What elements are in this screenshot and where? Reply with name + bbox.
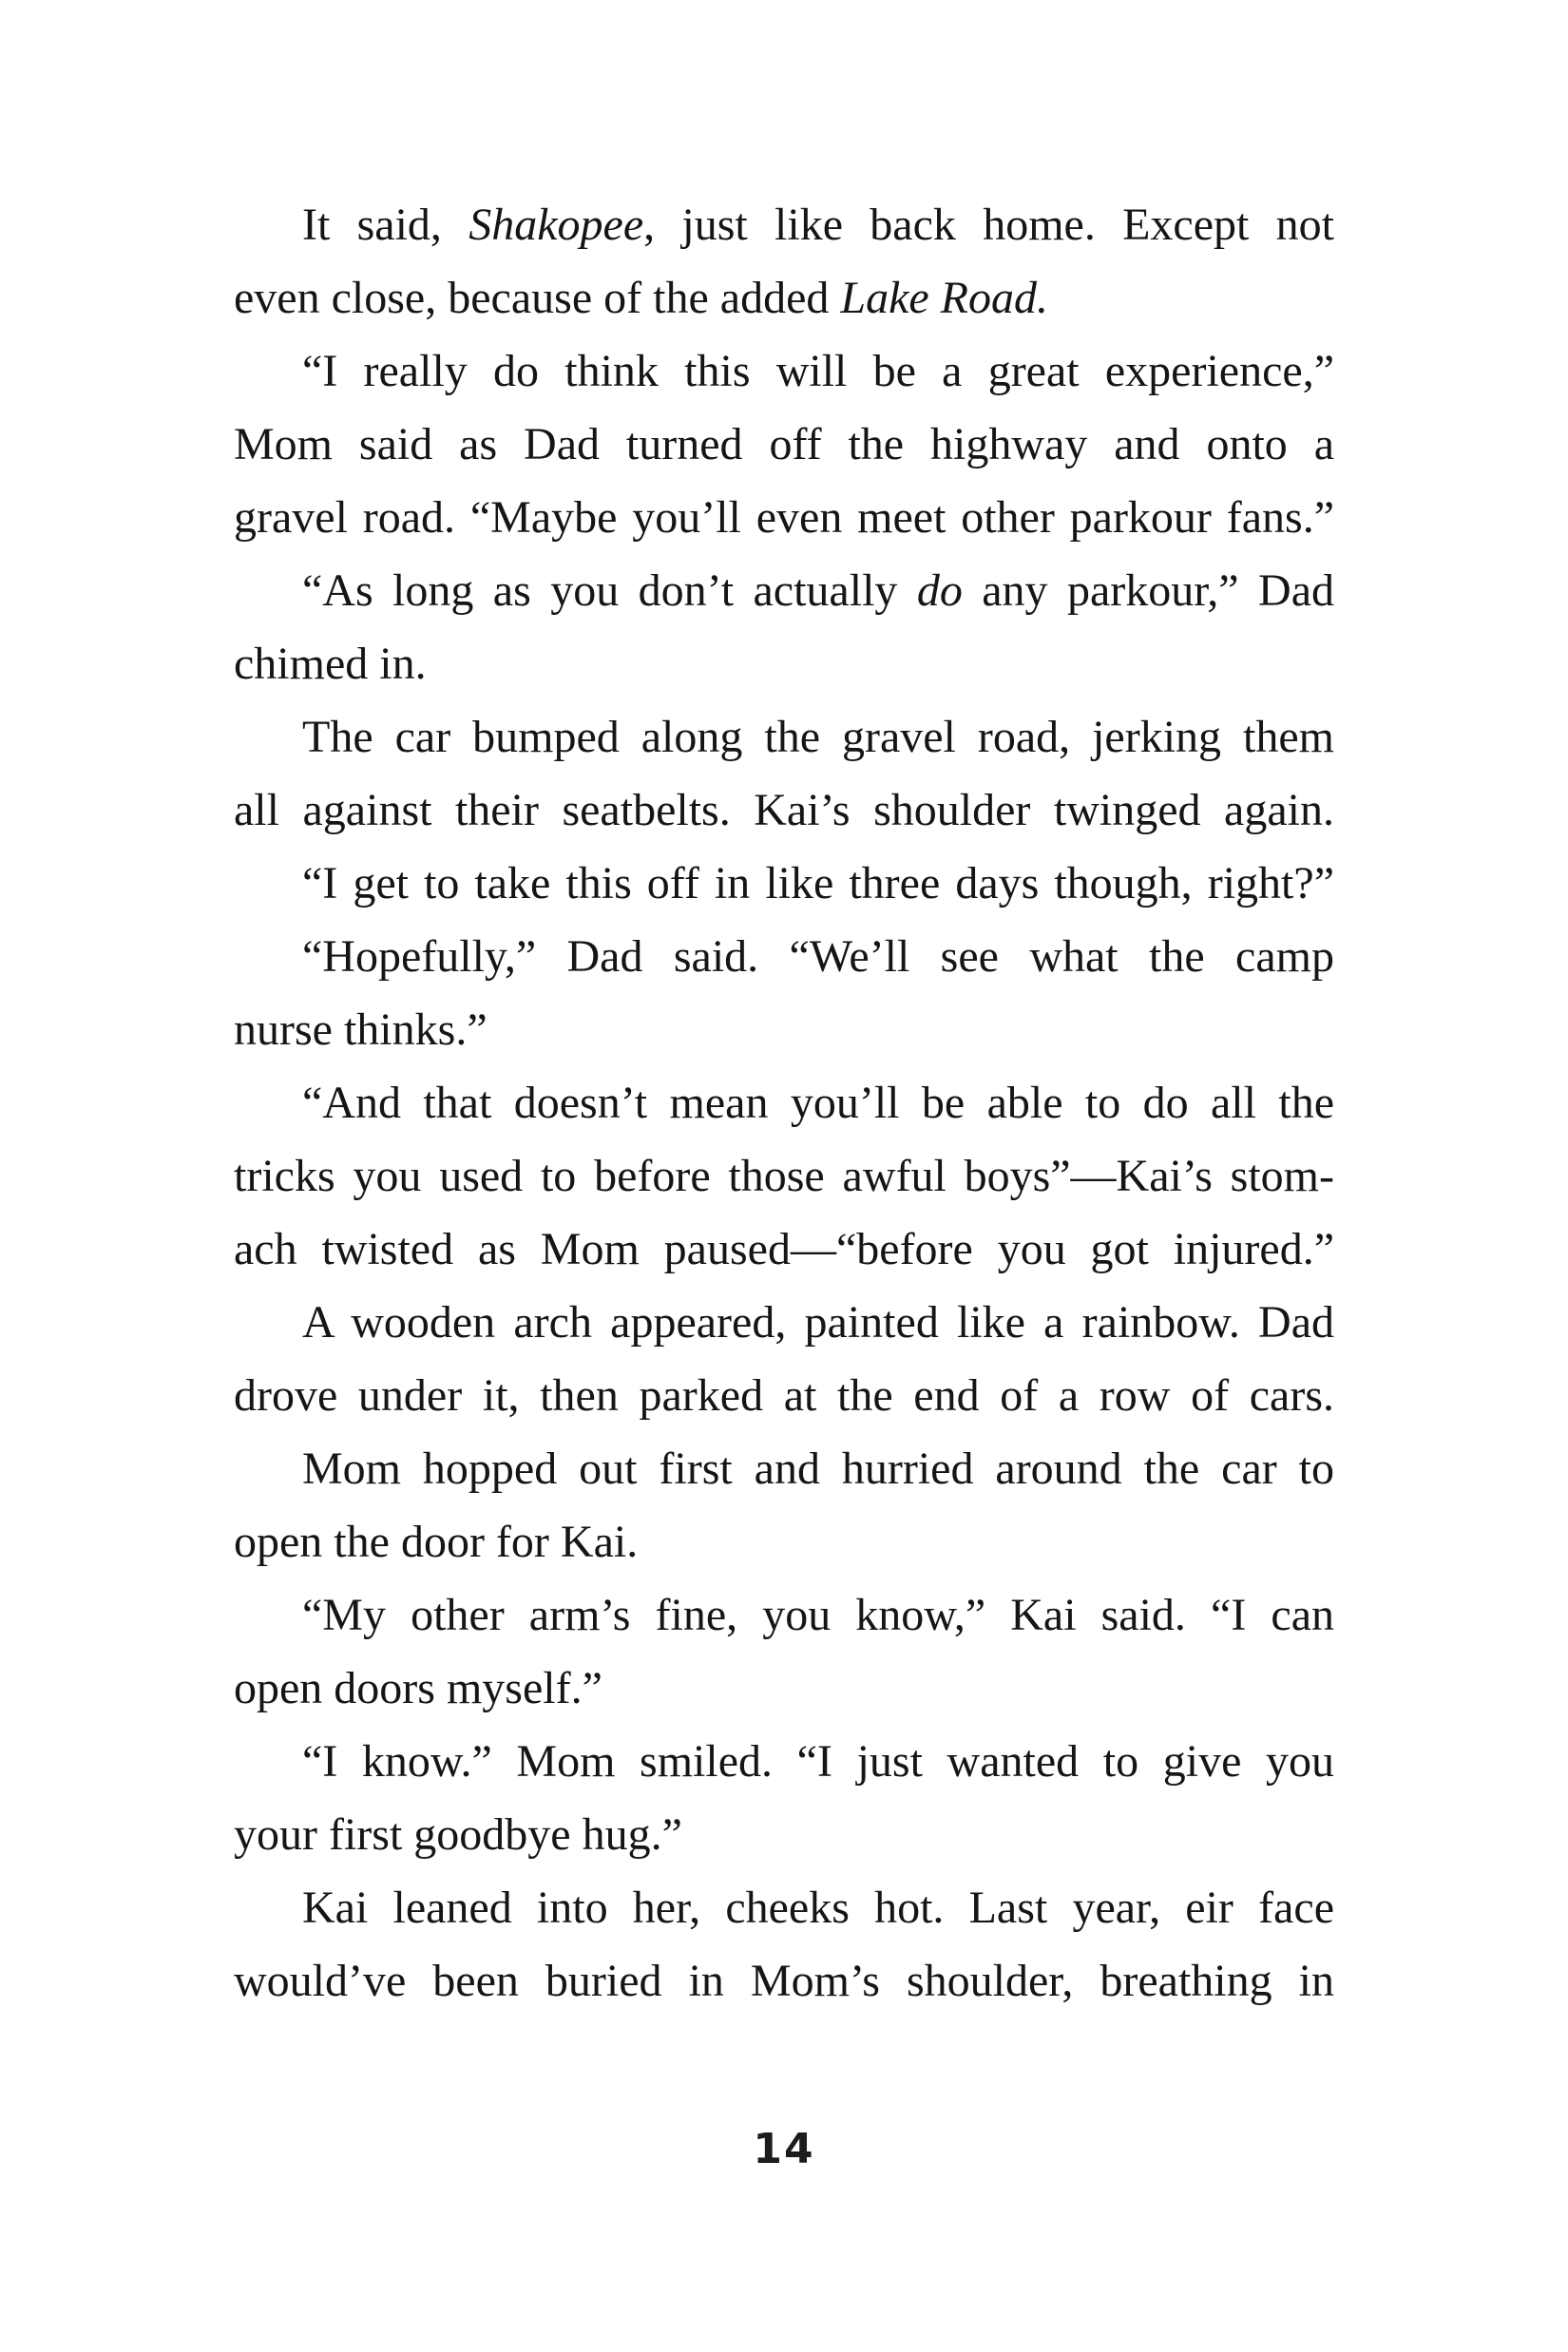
- text-line: [234, 1944, 1334, 2017]
- text-line: [234, 1871, 1334, 1944]
- text-segment: even close, because of the added: [234, 273, 841, 323]
- text-segment: chimed in.: [234, 639, 427, 689]
- text-segment: open the door for Kai.: [234, 1517, 639, 1567]
- text-segment: , just like back home. Except not: [643, 200, 1334, 250]
- text-segment: “And that doesn’t mean you’ll be able to do all the: [302, 1078, 1334, 1128]
- italic-text-segment: Shakopee: [468, 200, 644, 250]
- text-line: [234, 1066, 1334, 1139]
- text-line: [234, 774, 1334, 847]
- text-line: [234, 993, 1334, 1066]
- text-line: [234, 847, 1334, 920]
- text-segment: “I really do think this will be a great experience,”: [302, 346, 1334, 396]
- text-line: [234, 554, 1334, 627]
- text-segment: any parkour,” Dad: [962, 565, 1334, 616]
- text-segment: gravel road. “Maybe you’ll even meet other parkour fans.”: [234, 492, 1334, 543]
- text-line: [234, 700, 1334, 774]
- text-segment: “My other arm’s fine, you know,” Kai said. “I can: [302, 1590, 1334, 1640]
- text-line: [234, 627, 1334, 700]
- text-segment: Mom said as Dad turned off the highway and onto a: [234, 419, 1334, 469]
- text-line: [234, 481, 1334, 554]
- text-segment: would’ve been buried in Mom’s shoulder, breathing in: [234, 1956, 1334, 2006]
- text-segment: The car bumped along the gravel road, jerking them: [302, 712, 1334, 762]
- text-line: [234, 408, 1334, 481]
- text-segment: “As long as you don’t actually: [302, 565, 917, 616]
- text-segment: It said,: [302, 200, 469, 250]
- text-segment: drove under it, then parked at the end of a row of cars.: [234, 1370, 1334, 1421]
- text-segment: nurse thinks.”: [234, 1004, 488, 1055]
- italic-text-segment: do: [916, 565, 963, 616]
- text-segment: open doors myself.”: [234, 1663, 602, 1713]
- text-block: [234, 188, 1334, 2017]
- text-line: [234, 261, 1334, 335]
- text-segment: ach twisted as Mom paused—“before you got injured.”: [234, 1224, 1334, 1274]
- text-line: [234, 188, 1334, 261]
- text-line: [234, 335, 1334, 408]
- text-line: [234, 1213, 1334, 1286]
- text-line: [234, 1725, 1334, 1798]
- text-line: [234, 1505, 1334, 1578]
- text-segment: “I know.” Mom smiled. “I just wanted to give you: [302, 1736, 1334, 1787]
- text-segment: “Hopefully,” Dad said. “We’ll see what the camp: [302, 931, 1334, 982]
- text-segment: “I get to take this off in like three days though, right?”: [302, 858, 1334, 908]
- page-number: 14: [753, 2125, 815, 2173]
- text-segment: all against their seatbelts. Kai’s shoulder twinged again.: [234, 785, 1334, 835]
- text-line: [234, 1578, 1334, 1652]
- text-line: [234, 920, 1334, 993]
- text-line: [234, 1286, 1334, 1359]
- italic-text-segment: Lake Road.: [840, 273, 1048, 323]
- text-line: [234, 1139, 1334, 1213]
- text-line: [234, 1798, 1334, 1871]
- text-line: [234, 1432, 1334, 1505]
- text-segment: Mom hopped out first and hurried around the car to: [302, 1444, 1334, 1494]
- text-line: [234, 1359, 1334, 1432]
- text-segment: Kai leaned into her, cheeks hot. Last year, eir face: [302, 1883, 1334, 1933]
- text-segment: A wooden arch appeared, painted like a rainbow. Dad: [302, 1297, 1334, 1348]
- text-segment: your first goodbye hug.”: [234, 1809, 682, 1860]
- text-segment: tricks you used to before those awful boys”—Kai’s stom-: [234, 1151, 1334, 1201]
- text-line: [234, 1652, 1334, 1725]
